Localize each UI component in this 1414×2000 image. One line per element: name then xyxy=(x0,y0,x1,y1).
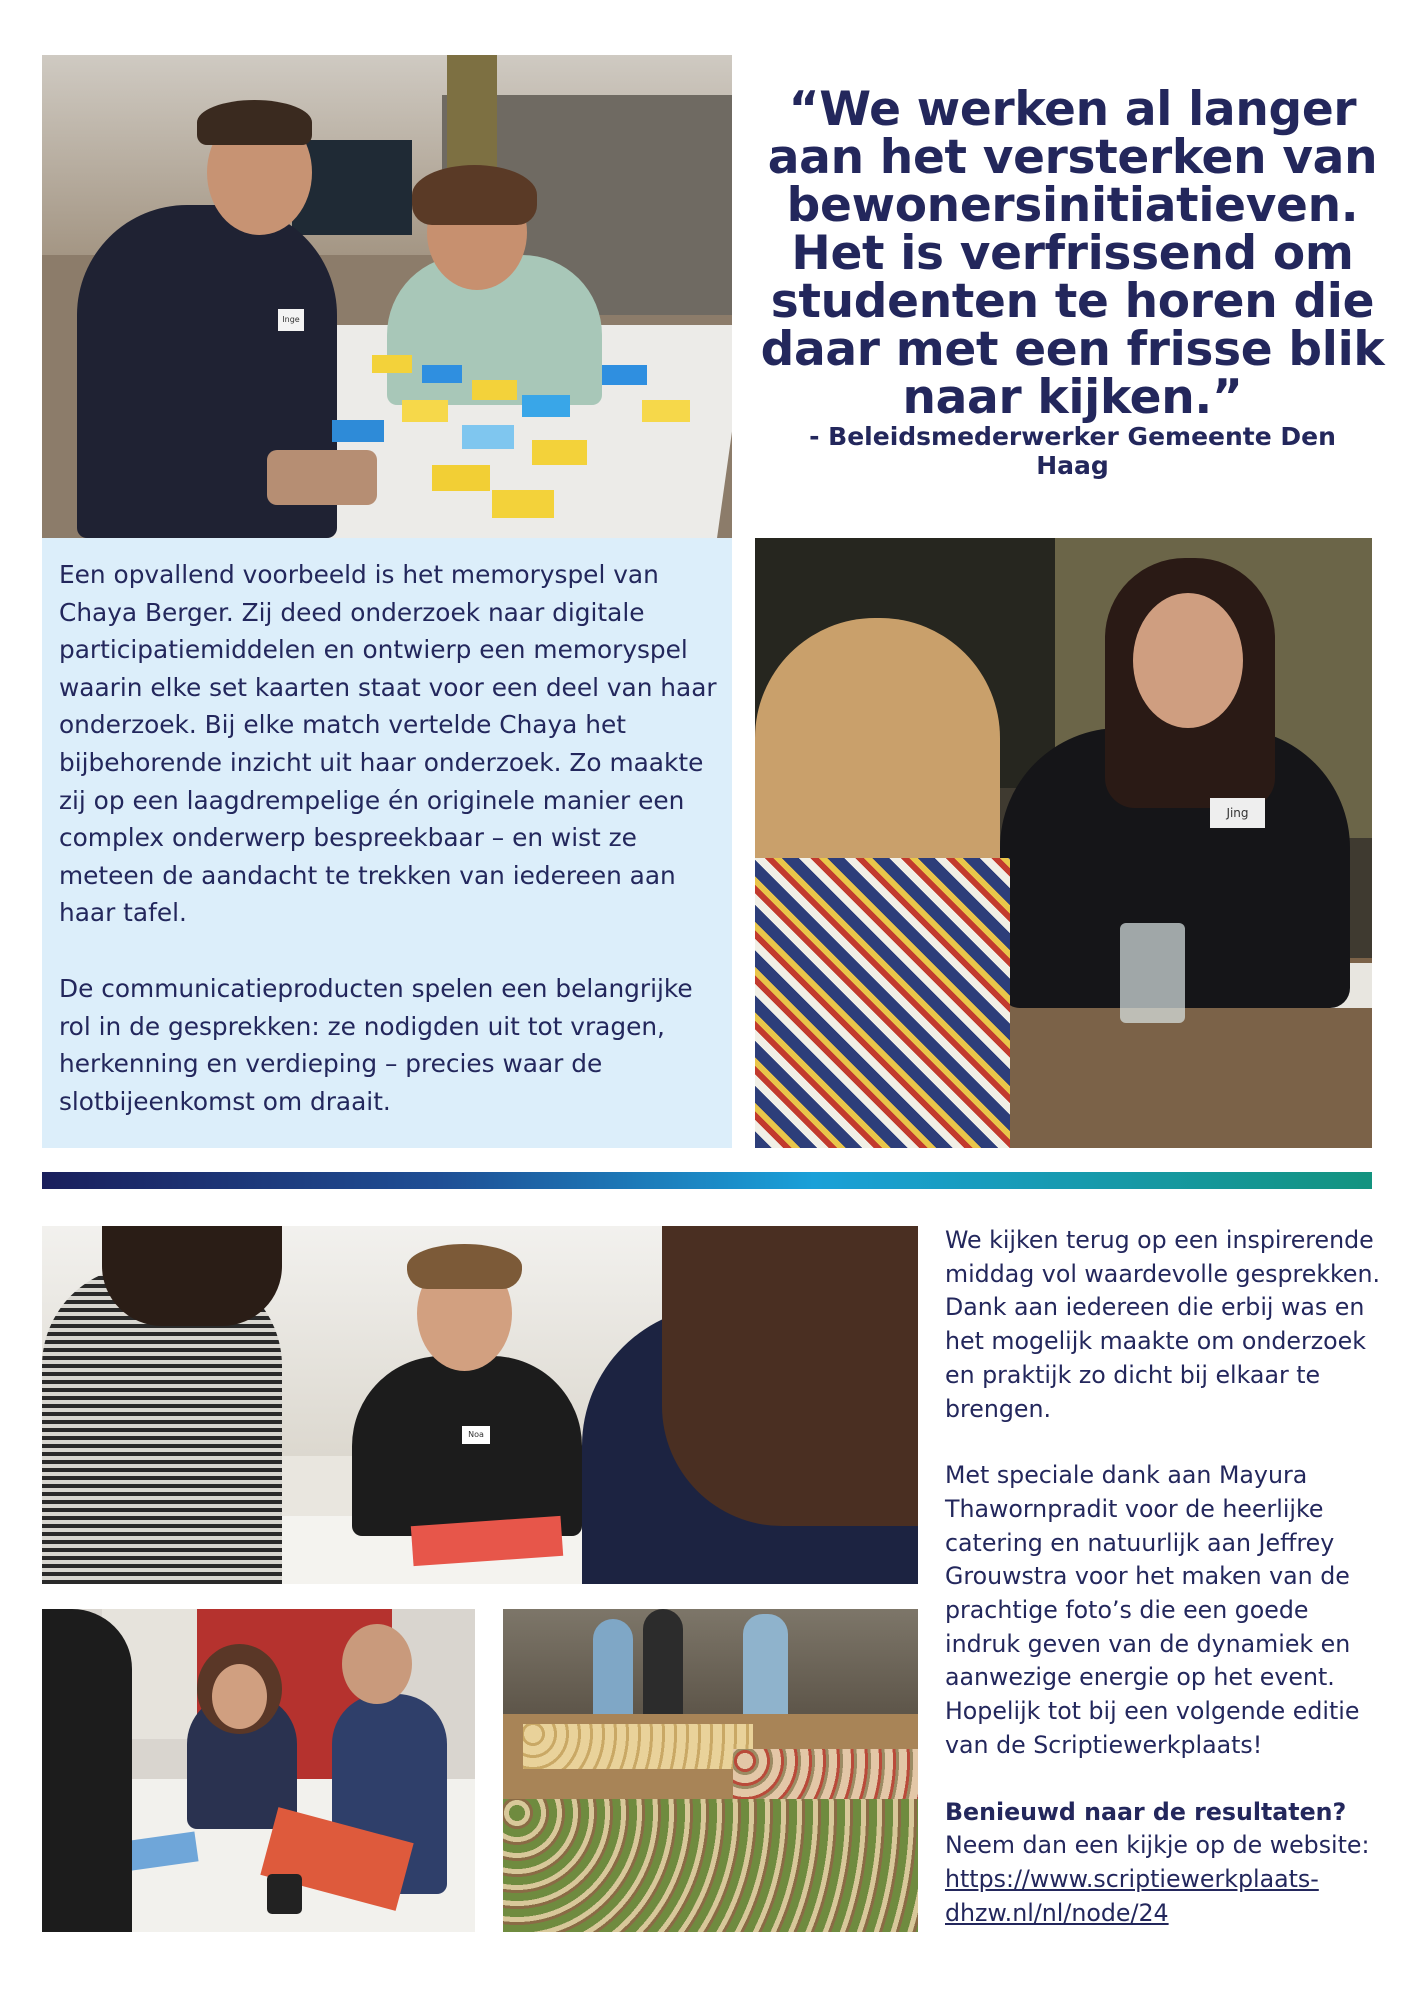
closing-paragraph: Met speciale dank aan Mayura Thawornpradit voor de heerlijke catering en natuurlijk aan Jeffrey Grouwstra voor het maken van de prachtige foto’s die een goede indruk geven van de dynamiek en aanwezige energie op het event. Hopelijk tot bij een volgende editie van de Scriptiewerkplaats! xyxy=(945,1461,1360,1759)
photo-brochures xyxy=(42,1609,475,1932)
name-tag: Inge xyxy=(278,309,304,331)
photo-conversation xyxy=(755,538,1372,1148)
name-tag: Jing xyxy=(1210,798,1265,828)
photo-memory-game xyxy=(42,55,732,538)
website-link[interactable]: https://www.scriptiewerkplaats-dhzw.nl/nl/node/24 xyxy=(945,1864,1319,1927)
story-text-box xyxy=(42,538,732,1148)
photo-catering xyxy=(503,1609,918,1932)
pull-quote: “We werken al langer aan het versterken van bewonersinitiatieven. Het is verfrissend om studenten te horen die daar met een frisse blik naar kijken.” xyxy=(760,82,1385,425)
story-paragraph: De communicatieproducten spelen een belangrijke rol in de gesprekken: ze nodigden uit tot vragen, herkenning en verdieping – precies waar de slotbijeenkomst om draait. xyxy=(59,973,693,1116)
cta-heading: Benieuwd naar de resultaten? xyxy=(945,1797,1347,1826)
call-to-action xyxy=(945,1796,1385,1931)
photo-discussion-man xyxy=(42,1226,918,1584)
cta-text: Neem dan een kijkje op de website: xyxy=(945,1831,1370,1860)
quote-attribution: - Beleidsmederwerker Gemeente Den Haag xyxy=(809,422,1336,480)
story-paragraph: Een opvallend voorbeeld is het memoryspel van Chaya Berger. Zij deed onderzoek naar digitale participatiemiddelen en ontwierp een memoryspel waarin elke set kaarten staat voor een deel van haar onderzoek. Bij elke match vertelde Chaya het bijbehorende inzicht uit haar onderzoek. Zo maakte zij op een laagdrempelige én originele manier een complex onderwerp bespreekbaar – en wist ze meteen de aandacht te trekken van iedereen aan haar tafel. xyxy=(59,560,717,928)
closing-paragraph: We kijken terug op een inspirerende middag vol waardevolle gesprekken. Dank aan iedereen die erbij was en het mogelijk maakte om onderzoek en praktijk zo dicht bij elkaar te brengen. xyxy=(945,1226,1381,1423)
name-tag: Noa xyxy=(462,1426,490,1444)
closing-text xyxy=(945,1224,1385,1930)
section-divider xyxy=(42,1172,1372,1189)
